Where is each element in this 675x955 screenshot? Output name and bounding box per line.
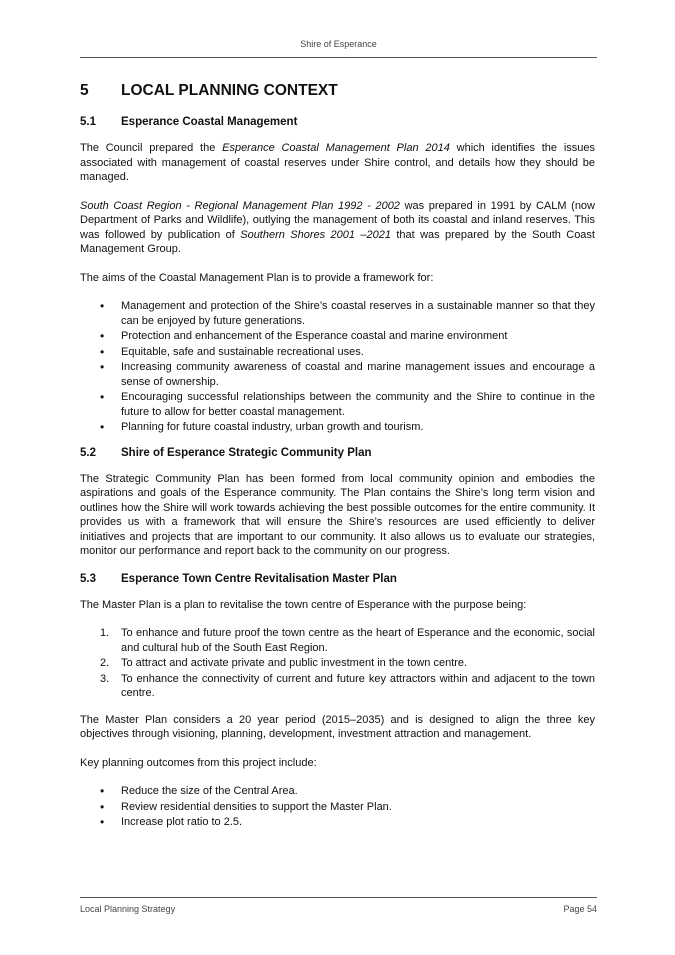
bullet-list — [80, 299, 595, 435]
page-footer — [80, 897, 597, 914]
subsection-title: Esperance Town Centre Revitalisation Master Plan — [121, 572, 397, 585]
list-item: • Equitable, safe and sustainable recreational uses. — [100, 344, 364, 359]
list-item: 1. To enhance and future proof the town centre as the heart of Esperance and the economic, social and cultural hub of the South East Region. — [100, 627, 595, 654]
subsection-heading-5-2 — [80, 447, 595, 459]
paragraph: The Master Plan is a plan to revitalise the town centre of Esperance with the purpose being: — [80, 598, 527, 611]
list-item: • Increase plot ratio to 2.5. — [100, 815, 243, 829]
bullet-icon: • — [100, 344, 105, 359]
subsection-title: Shire of Esperance Strategic Community Plan — [121, 446, 372, 459]
subsection-heading-5-3 — [80, 573, 595, 585]
paragraph: Key planning outcomes from this project include: — [80, 756, 317, 769]
list-item: • Encouraging successful relationships between the community and the Shire to continue in the future to allow for better coastal management. — [100, 390, 595, 418]
subsection-number: 5.2 — [80, 446, 96, 459]
paragraph: South Coast Region - Regional Management Plan 1992 - 2002 was prepared in 1991 by CALM (now Department of Parks and Wildlife), outlying the management of both its coastal and inland reserves. This was followed by publication of Southern Shores 2001 –2021 that was prepared by the South Coast Management Group. — [80, 199, 595, 255]
paragraph: The aims of the Coastal Management Plan is to provide a framework for: — [80, 271, 434, 284]
bullet-icon: • — [100, 815, 105, 829]
bullet-icon: • — [100, 784, 105, 798]
list-item: 2. To attract and activate private and public investment in the town centre. — [100, 657, 468, 669]
header-title: Shire of Esperance — [300, 39, 377, 49]
subsection-number: 5.1 — [80, 116, 96, 128]
subsection-number: 5.3 — [80, 572, 96, 585]
paragraph: The Master Plan considers a 20 year period (2015–2035) and is designed to align the three key objectives through visioning, planning, development, investment attraction and management. — [80, 713, 595, 740]
bullet-icon: • — [100, 299, 105, 313]
subsection-heading-5-1 — [80, 116, 595, 128]
list-item: • Review residential densities to support the Master Plan. — [100, 799, 392, 814]
bullet-icon: • — [100, 360, 105, 374]
list-item: • Protection and enhancement of the Esperance coastal and marine environment — [100, 329, 508, 343]
subsection-title: Esperance Coastal Management — [121, 116, 298, 128]
list-item: • Management and protection of the Shire’s coastal reserves in a sustainable manner so that they can be enjoyed by future generations. — [100, 299, 595, 327]
footer-document-title: Local Planning Strategy — [80, 904, 176, 914]
page-header — [80, 39, 597, 58]
bullet-icon: • — [100, 420, 105, 434]
bullet-icon: • — [100, 390, 105, 404]
section-title: LOCAL PLANNING CONTEXT — [121, 82, 338, 99]
numbered-list — [80, 626, 595, 701]
paragraph: The Strategic Community Plan has been formed from local community opinion and embodies the aspirations and goals of the Esperance community. The Plan contains the Shire’s long term vision and outlines how the Shire will work towards achieving the best possible outcomes for the entire community. It provides us with a framework that will ensure the Shire’s resources are used efficiently to deliver initiatives and projects that are important to our community. It also allows us to evaluate our strategies, monitor our performance and report back to the community on our progress. — [80, 472, 595, 557]
list-item: • Increasing community awareness of coastal and marine management issues and encourage a sense of ownership. — [100, 360, 595, 388]
page-content — [80, 82, 595, 842]
bullet-list — [80, 784, 595, 830]
section-heading — [80, 82, 595, 100]
bullet-icon: • — [100, 329, 105, 343]
list-item: • Reduce the size of the Central Area. — [100, 784, 298, 798]
section-number: 5 — [80, 82, 89, 99]
list-item: • Planning for future coastal industry, urban growth and tourism. — [100, 420, 424, 434]
bullet-icon: • — [100, 799, 105, 814]
list-item: 3. To enhance the connectivity of current and future key attractors within and adjacent to the town centre. — [100, 672, 595, 699]
paragraph: The Council prepared the Esperance Coastal Management Plan 2014 which identifies the issues associated with management of coastal reserves under Shire control, and details how they should be managed. — [80, 142, 595, 183]
page-number: Page 54 — [563, 904, 597, 914]
